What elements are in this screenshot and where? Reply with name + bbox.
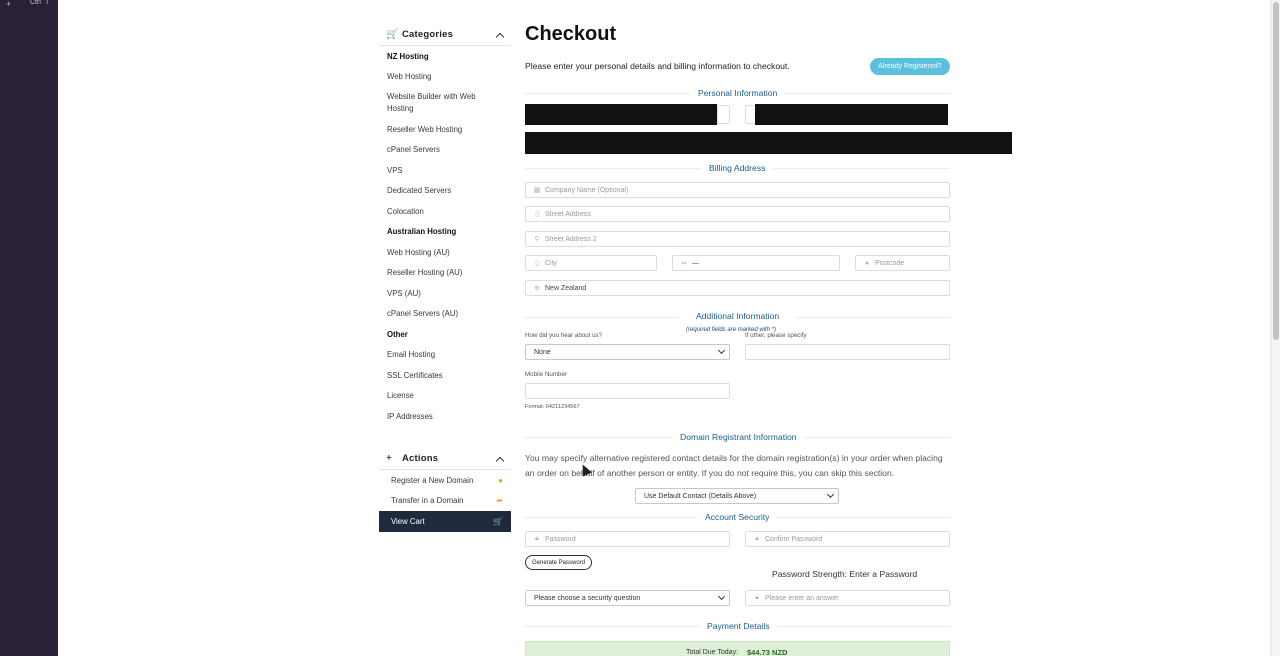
street-address-field[interactable] (525, 206, 950, 222)
section-title-billing: Billing Address (701, 161, 773, 175)
building-icon: ▯ (535, 260, 539, 267)
page-title: Checkout (525, 23, 617, 45)
mobile-number-label: Mobile Number (525, 371, 567, 378)
answer-placeholder: Please enter an answer (765, 594, 839, 602)
mobile-number-field[interactable] (525, 383, 730, 399)
building-icon: ▦ (533, 187, 541, 194)
domain-contact-value: Use Default Contact (Details Above) (644, 492, 757, 500)
password-placeholder: Password (545, 535, 576, 543)
category-heading-nz-hosting: NZ Hosting (387, 51, 429, 61)
map-signs-icon: ⇌ (681, 260, 687, 267)
section-title-payment: Payment Details (699, 619, 778, 633)
lock-icon: 🔒︎ (535, 535, 539, 542)
actions-panel (379, 448, 511, 532)
categories-list (379, 46, 511, 427)
password-field[interactable] (525, 531, 730, 547)
company-placeholder: Company Name (Optional) (545, 186, 629, 194)
redacted-first-name[interactable] (525, 104, 717, 125)
section-title-personal: Personal Information (690, 86, 785, 100)
share-icon: ➦ (496, 496, 503, 506)
category-item-ssl-certificates[interactable]: SSL Certificates (387, 370, 443, 380)
action-transfer-domain[interactable] (379, 491, 511, 512)
address-card-icon: ▯ (535, 211, 539, 218)
password-strength-text: Password Strength: Enter a Password (772, 569, 918, 579)
category-heading-australian-hosting: Australian Hosting (387, 227, 457, 237)
category-heading-other: Other (387, 329, 408, 339)
category-item-web-hosting[interactable]: Web Hosting (387, 72, 432, 82)
scrollbar-thumb[interactable] (1273, 2, 1279, 340)
domain-contact-select[interactable] (635, 488, 839, 504)
country-value: New Zealand (545, 284, 587, 292)
generate-password-button[interactable]: Generate Password (525, 555, 592, 570)
cart-icon: 🛒 (493, 516, 503, 526)
globe-icon: ● (498, 475, 503, 485)
street-placeholder: Street Address (545, 210, 591, 218)
t-key-hint: T (45, 0, 50, 6)
actions-title: Actions (402, 453, 439, 464)
action-label: Transfer in a Domain (391, 496, 464, 506)
actions-header[interactable] (379, 448, 511, 470)
section-title-domain-registrant: Domain Registrant Information (672, 430, 805, 444)
category-item-reseller-web-hosting[interactable]: Reseller Web Hosting (387, 124, 463, 134)
hear-about-select[interactable] (525, 344, 730, 360)
lock-icon: 🔒︎ (755, 594, 759, 601)
postcode-placeholder: Postcode (875, 259, 905, 267)
state-select[interactable] (672, 255, 840, 271)
category-item-website-builder[interactable]: Website Builder with Web Hosting (387, 92, 476, 113)
action-label: View Cart (391, 516, 425, 526)
checkout-intro: Please enter your personal details and billing information to checkout. (525, 61, 790, 71)
globe-icon: ⊕ (534, 285, 540, 292)
category-item-colocation[interactable]: Colocation (387, 206, 424, 216)
chevron-down-icon (717, 347, 729, 357)
first-name-field-edge[interactable] (717, 105, 730, 124)
cart-icon: 🛒 (386, 29, 399, 40)
domain-registrant-text: You may specify alternative registered contact details for the domain registration(s) in your order when placing an order on behalf of another person or entity. If you do not require this, you can skip this section. (525, 453, 943, 478)
map-marker-icon: ⚲ (534, 236, 540, 243)
category-item-ip-addresses[interactable]: IP Addresses (387, 411, 433, 421)
hear-about-value: None (534, 348, 551, 356)
already-registered-button[interactable]: Already Registered? (870, 58, 950, 75)
categories-title: Categories (402, 29, 454, 40)
city-placeholder: City (545, 259, 558, 267)
other-specify-field[interactable] (745, 344, 950, 360)
section-title-account-security: Account Security (697, 510, 777, 524)
action-register-domain[interactable] (379, 470, 511, 491)
country-select[interactable] (525, 280, 950, 296)
postcode-field[interactable] (855, 255, 950, 271)
redacted-email-phone[interactable] (525, 132, 1012, 154)
street2-placeholder: Street Address 2 (545, 235, 597, 243)
hear-about-label: How did you hear about us? (525, 332, 603, 339)
state-value: — (692, 259, 699, 267)
categories-panel (379, 24, 511, 427)
section-title-additional: Additional Information (678, 309, 797, 323)
category-item-cpanel-servers[interactable]: cPanel Servers (387, 145, 440, 155)
page-scrollbar[interactable] (1270, 0, 1280, 656)
category-item-web-hosting-au[interactable]: Web Hosting (AU) (387, 247, 450, 257)
lock-icon: 🔒︎ (755, 535, 759, 542)
category-item-vps[interactable]: VPS (387, 165, 403, 175)
plus-icon[interactable]: + (6, 0, 12, 9)
action-label: Register a New Domain (391, 475, 474, 485)
mobile-format-hint: Format: 64211234567 (525, 404, 580, 410)
chevron-up-icon[interactable] (496, 455, 504, 463)
action-view-cart[interactable] (379, 511, 511, 532)
required-fields-note: (required fields are marked with *) (686, 327, 777, 333)
total-due-value: $44.73 NZD (747, 648, 788, 656)
category-item-license[interactable]: License (387, 391, 414, 401)
security-question-select[interactable] (525, 590, 730, 606)
category-item-vps-au[interactable]: VPS (AU) (387, 288, 421, 298)
ctrl-key-hint: Ctrl (30, 0, 41, 6)
confirm-password-field[interactable] (745, 531, 950, 547)
city-field[interactable] (525, 255, 657, 271)
other-specify-label: If other, please specify (745, 332, 807, 339)
chevron-up-icon[interactable] (496, 31, 504, 39)
street-address-2-field[interactable] (525, 231, 950, 247)
category-item-cpanel-servers-au[interactable]: cPanel Servers (AU) (387, 309, 459, 319)
category-item-dedicated-servers[interactable]: Dedicated Servers (387, 186, 452, 196)
plus-icon: + (386, 453, 392, 464)
total-due-label: Total Due Today: (686, 649, 739, 656)
security-answer-field[interactable] (745, 590, 950, 606)
confirm-placeholder: Confirm Password (765, 535, 823, 543)
company-name-field[interactable] (525, 182, 950, 198)
security-question-value: Please choose a security question (534, 594, 641, 602)
category-item-reseller-hosting-au[interactable]: Reseller Hosting (AU) (387, 268, 463, 278)
chevron-down-icon (826, 491, 838, 501)
chevron-down-icon (717, 593, 729, 603)
redacted-last-name[interactable] (755, 104, 948, 125)
categories-header[interactable] (379, 24, 511, 46)
category-item-email-hosting[interactable]: Email Hosting (387, 350, 436, 360)
certificate-icon: ● (864, 259, 870, 267)
os-left-strip (0, 0, 58, 656)
